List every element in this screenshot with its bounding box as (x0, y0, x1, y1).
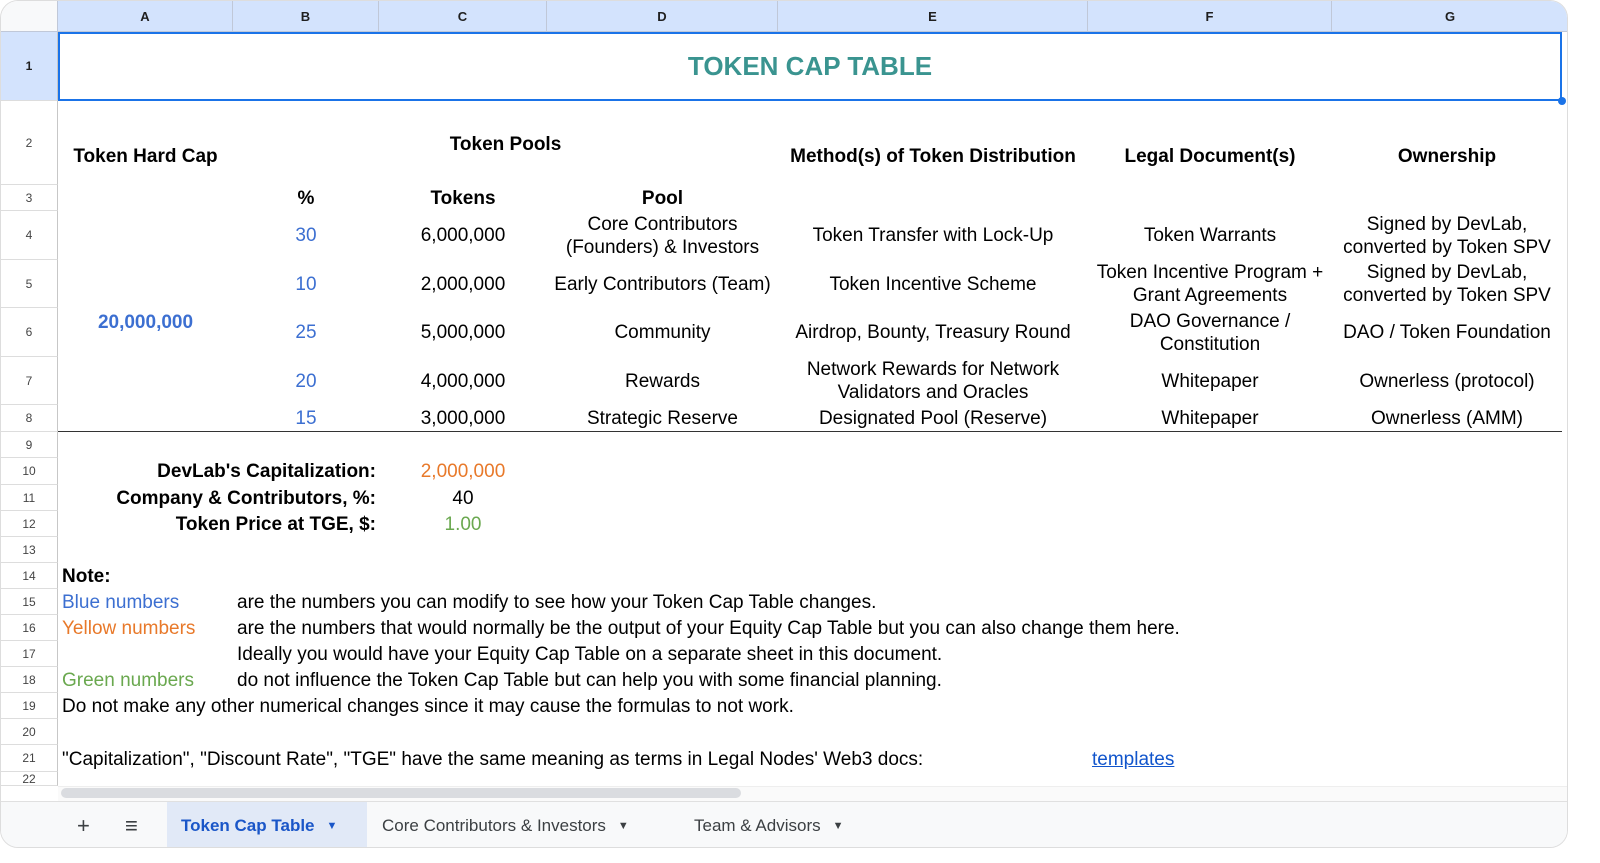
sheet-tab-label: Token Cap Table (181, 816, 315, 835)
col-header-d[interactable]: D (547, 1, 778, 32)
row-header[interactable]: 15 (1, 589, 58, 615)
row-header[interactable]: 3 (1, 185, 58, 211)
col-header-b[interactable]: B (233, 1, 379, 32)
sheet-tab-label: Team & Advisors (694, 816, 821, 835)
plus-icon: + (77, 813, 90, 838)
cell-ownership: Ownerless (AMM) (1370, 408, 1523, 429)
row-header[interactable]: 4 (1, 211, 58, 260)
summary-label-capitalization: DevLab's Capitalization: (157, 461, 376, 482)
note-green-label: Green numbers (62, 669, 195, 691)
cell-method: Designated Pool (Reserve) (818, 408, 1048, 429)
row-header[interactable]: 11 (1, 485, 58, 511)
row-header[interactable]: 17 (1, 641, 58, 667)
row-header[interactable]: 21 (1, 745, 58, 772)
row-header[interactable]: 2 (1, 101, 58, 185)
col-header-e[interactable]: E (778, 1, 1088, 32)
header-pool: Pool (641, 187, 684, 209)
note-green-text: do not influence the Token Cap Table but can help you with some financial planning. (237, 669, 942, 691)
row-header[interactable]: 5 (1, 260, 58, 308)
row-header[interactable]: 13 (1, 537, 58, 563)
cell-tokens: 4,000,000 (420, 370, 506, 392)
horizontal-scrollbar-thumb[interactable] (61, 788, 741, 798)
caret-down-icon[interactable]: ▼ (832, 820, 844, 832)
sheet-tab-core-contributors[interactable] (368, 802, 643, 848)
row-header[interactable]: 19 (1, 693, 58, 719)
caret-down-icon[interactable]: ▼ (617, 820, 629, 832)
row-header[interactable]: 7 (1, 357, 58, 405)
cell-ownership: DAO / Token Foundation (1343, 322, 1551, 343)
row-header[interactable]: 6 (1, 308, 58, 357)
header-token-hard-cap: Token Hard Cap (73, 145, 218, 167)
row-header[interactable]: 22 (1, 772, 58, 786)
cell-pool: Rewards (625, 370, 700, 392)
note-heading: Note: (62, 565, 111, 587)
header-pct: % (297, 187, 315, 209)
cell-pct[interactable]: 10 (295, 273, 317, 295)
cell-pct[interactable]: 30 (295, 225, 317, 246)
note-yellow-label: Yellow numbers (62, 617, 196, 639)
cell-legal: Whitepaper (1161, 370, 1259, 392)
row-header[interactable]: 9 (1, 432, 58, 458)
cell-ownership: Signed by DevLab, converted by Token SPV (1343, 213, 1551, 258)
note-warning: Do not make any other numerical changes since it may cause the formulas to not work. (62, 695, 794, 717)
select-all-corner[interactable] (1, 1, 58, 32)
cell-pct[interactable]: 15 (295, 408, 317, 429)
row-header[interactable]: 20 (1, 719, 58, 745)
cell-tokens: 3,000,000 (420, 408, 506, 429)
sheet-title: TOKEN CAP TABLE (687, 51, 933, 81)
menu-icon: ≡ (125, 813, 138, 838)
row-header[interactable]: 12 (1, 511, 58, 537)
cell-method: Airdrop, Bounty, Treasury Round (795, 322, 1071, 343)
caret-down-icon[interactable]: ▼ (326, 820, 338, 832)
cell-tokens: 5,000,000 (420, 322, 506, 343)
cell-ownership: Signed by DevLab, converted by Token SPV (1343, 262, 1551, 306)
cell-method: Token Transfer with Lock-Up (812, 225, 1054, 246)
summary-label-token-price: Token Price at TGE, $: (175, 513, 376, 535)
row-header[interactable]: 14 (1, 563, 58, 589)
sheet-tab-label: Core Contributors & Investors (382, 816, 606, 835)
note-yellow-text: are the numbers that would normally be the output of your Equity Cap Table but you can also change them here. (237, 617, 1180, 639)
col-header-a[interactable]: A (58, 1, 233, 32)
sheet-tab-team-advisors[interactable] (680, 802, 858, 848)
summary-label-contributors-pct: Company & Contributors, %: (116, 487, 376, 509)
header-ownership: Ownership (1397, 145, 1497, 167)
cell-legal: Whitepaper (1161, 408, 1259, 429)
cell-method: Token Incentive Scheme (829, 273, 1037, 295)
header-token-pools: Token Pools (449, 133, 562, 155)
cell-pool: Core Contributors (Founders) & Investors (565, 213, 760, 258)
cell-legal: Token Warrants (1143, 225, 1277, 246)
cell-legal: Token Incentive Program + Grant Agreements (1096, 262, 1324, 306)
cell-pool: Early Contributors (Team) (554, 273, 771, 295)
note-yellow-text-2: Ideally you would have your Equity Cap Table on a separate sheet in this document. (237, 643, 943, 665)
cell-tokens: 2,000,000 (420, 273, 506, 295)
all-sheets-button[interactable] (111, 802, 152, 848)
header-legal: Legal Document(s) (1124, 145, 1296, 167)
cell-pct[interactable]: 25 (295, 322, 317, 343)
cell-method: Network Rewards for Network Validators and Oracles (806, 359, 1060, 403)
row-header[interactable]: 16 (1, 615, 58, 641)
header-method: Method(s) of Token Distribution (790, 145, 1076, 167)
sheet-tab-bar (1, 801, 1568, 848)
hard-cap-value[interactable]: 20,000,000 (97, 311, 194, 333)
cell-pool: Strategic Reserve (586, 408, 738, 429)
summary-value-token-price[interactable]: 1.00 (444, 513, 482, 535)
sheet-tab-token-cap-table[interactable] (167, 802, 367, 848)
col-header-g[interactable]: G (1332, 1, 1568, 32)
cell-ownership: Ownerless (protocol) (1359, 370, 1535, 392)
row-header[interactable]: 18 (1, 667, 58, 693)
cell-pool: Community (614, 322, 711, 343)
templates-link[interactable]: templates (1092, 748, 1175, 770)
header-tokens: Tokens (430, 187, 496, 209)
add-sheet-button[interactable] (63, 802, 104, 848)
table-bottom-border (58, 431, 1562, 432)
note-blue-label: Blue numbers (62, 591, 180, 613)
cell-legal: DAO Governance / Constitution (1129, 310, 1291, 355)
row-header[interactable]: 8 (1, 405, 58, 432)
row-header[interactable]: 10 (1, 458, 58, 485)
note-terms: "Capitalization", "Discount Rate", "TGE" have the same meaning as terms in Legal Nodes' Web3 docs: (62, 748, 924, 770)
col-header-f[interactable]: F (1088, 1, 1332, 32)
col-header-c[interactable]: C (379, 1, 547, 32)
row-header[interactable]: 1 (1, 32, 58, 101)
cell-pct[interactable]: 20 (295, 370, 317, 392)
cell-tokens: 6,000,000 (420, 225, 506, 246)
summary-value-contributors-pct[interactable]: 40 (452, 487, 474, 509)
summary-value-capitalization[interactable]: 2,000,000 (420, 461, 506, 482)
note-blue-text: are the numbers you can modify to see how your Token Cap Table changes. (237, 591, 877, 613)
